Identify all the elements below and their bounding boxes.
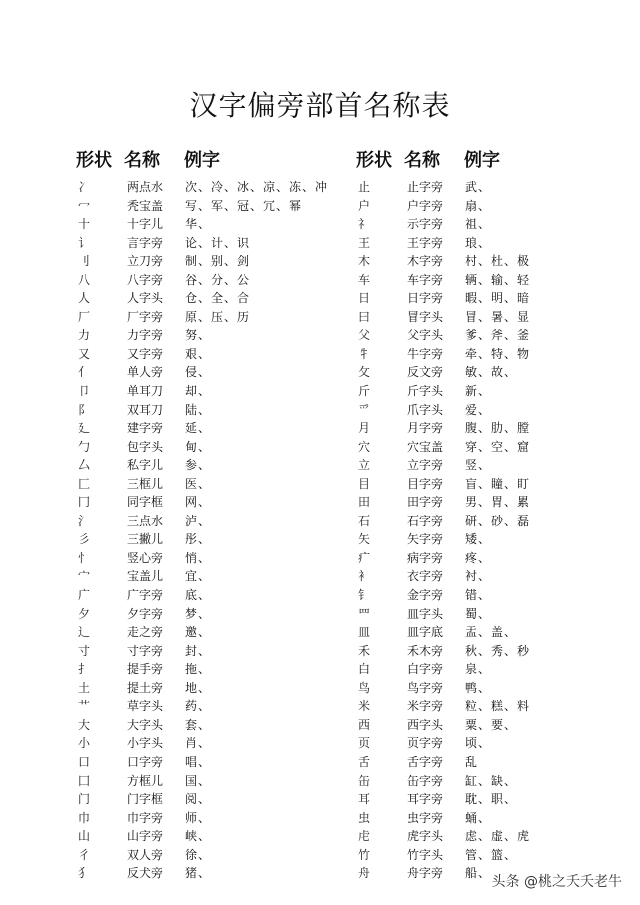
radical-name: 十字儿 (127, 217, 164, 232)
radical-name: 山字旁 (127, 829, 164, 844)
example-chars: 甸、 (185, 439, 212, 454)
radical-shape: 父 (358, 328, 371, 343)
radical-shape: 门 (78, 792, 91, 807)
radical-name: 户字旁 (407, 198, 444, 213)
radical-name: 秃宝盖 (127, 198, 164, 213)
radical-name: 虫字旁 (407, 810, 444, 825)
example-chars: 爱、 (465, 402, 492, 417)
radical-shape: 冫 (78, 180, 91, 194)
radical-shape: 白 (358, 662, 371, 677)
example-chars: 研、砂、磊 (465, 513, 531, 528)
example-chars: 猪、 (185, 866, 212, 881)
radical-shape: 舟 (358, 866, 371, 881)
radical-name: 宝盖儿 (127, 569, 164, 584)
example-chars: 缸、缺、 (465, 773, 518, 788)
radical-name: 父字头 (407, 328, 444, 343)
radical-shape: 辶 (78, 625, 91, 640)
radical-name: 缶字旁 (407, 773, 444, 788)
radical-shape: 厶 (78, 458, 91, 473)
example-chars: 梦、 (185, 606, 212, 621)
example-chars: 新、 (465, 384, 492, 399)
radical-shape: 衤 (358, 569, 371, 584)
radical-name: 牛字旁 (407, 346, 444, 361)
radical-name: 大字头 (127, 717, 164, 732)
radical-name: 寸字旁 (127, 643, 164, 658)
radical-name: 提手旁 (127, 662, 164, 677)
radical-name: 厂字旁 (127, 309, 164, 324)
example-chars: 彤、 (185, 532, 212, 547)
radical-shape: 立 (358, 458, 371, 473)
radical-name: 禾木旁 (407, 643, 444, 658)
example-chars: 地、 (185, 680, 212, 695)
radical-shape: 卩 (78, 384, 91, 399)
radical-name: 西字头 (407, 717, 444, 732)
example-chars: 衬、 (465, 569, 492, 584)
radical-shape: 户 (358, 198, 371, 213)
radical-shape: 田 (358, 495, 371, 510)
radical-shape: 耳 (358, 792, 371, 807)
radical-name: 米字旁 (407, 699, 444, 714)
radical-name: 反犬旁 (127, 866, 164, 881)
radical-shape: 小 (78, 736, 91, 751)
example-chars: 耽、职、 (465, 792, 518, 807)
radical-name: 八字旁 (127, 272, 164, 287)
example-chars: 顷、 (465, 736, 492, 751)
example-chars: 却、 (185, 384, 212, 399)
example-chars: 管、篮、 (465, 847, 518, 862)
radical-shape: 刂 (78, 254, 91, 269)
example-chars: 次、冷、冰、凉、冻、冲 (185, 180, 329, 194)
radical-shape: 缶 (358, 773, 371, 788)
radical-name: 竹字头 (407, 847, 444, 862)
example-chars: 拖、 (185, 662, 212, 677)
radical-name: 白字旁 (407, 662, 444, 677)
radical-shape: 竹 (358, 847, 371, 862)
radical-name: 力字旁 (127, 328, 164, 343)
header-name: 名称 (124, 150, 160, 171)
radical-shape: 囗 (78, 773, 91, 788)
radical-name: 耳字旁 (407, 792, 444, 807)
radical-shape: 冖 (78, 198, 91, 213)
example-chars: 腹、肋、膛 (465, 421, 531, 436)
radical-shape: 忄 (78, 550, 91, 565)
radical-shape: 目 (358, 476, 371, 491)
radical-shape: 木 (358, 254, 371, 269)
radical-shape: 月 (358, 421, 371, 436)
radical-name: 方框儿 (127, 773, 164, 788)
radical-name: 车字旁 (407, 272, 444, 287)
example-chars: 论、计、识 (185, 235, 251, 250)
radical-name: 页字旁 (407, 736, 444, 751)
example-chars: 疼、 (465, 550, 492, 565)
radical-name: 冒字头 (407, 309, 444, 324)
radical-name: 王字旁 (407, 235, 444, 250)
radical-shape: 勹 (78, 439, 91, 454)
example-chars: 华、 (185, 217, 212, 232)
example-chars: 暇、明、暗 (465, 291, 531, 306)
radical-name: 两点水 (127, 180, 164, 194)
example-chars: 竖、 (465, 458, 492, 473)
example-chars: 唱、 (185, 754, 212, 769)
radical-name: 衣字旁 (407, 569, 444, 584)
radical-name: 田字旁 (407, 495, 444, 510)
radical-shape: 口 (78, 754, 91, 769)
radical-name: 舌字旁 (407, 754, 444, 769)
radical-shape: 礻 (358, 217, 371, 232)
radical-shape: 虍 (358, 829, 371, 844)
example-chars: 参、 (185, 458, 212, 473)
radical-shape: 土 (78, 680, 91, 695)
example-chars: 爹、斧、釜 (465, 328, 531, 343)
radical-name: 鸟字旁 (407, 680, 444, 695)
radical-name: 病字旁 (407, 550, 444, 565)
radical-shape: 斤 (358, 384, 371, 399)
radical-shape: 扌 (78, 662, 91, 677)
radical-name: 小字头 (127, 736, 164, 751)
example-chars: 原、压、历 (185, 309, 251, 324)
radical-name: 巾字旁 (127, 810, 164, 825)
radical-name: 提土旁 (127, 680, 164, 695)
radical-shape: 巾 (78, 810, 91, 825)
radical-shape: 十 (78, 217, 91, 232)
page-title: 汉字偏旁部首名称表 (189, 89, 451, 122)
example-chars: 仓、全、合 (185, 291, 251, 306)
radical-name: 目字旁 (407, 476, 444, 491)
example-chars: 牵、特、物 (465, 346, 531, 361)
example-chars: 延、 (185, 421, 212, 436)
example-chars: 粒、糕、料 (465, 699, 531, 714)
radical-shape: 爫 (358, 402, 371, 417)
example-chars: 矮、 (465, 532, 492, 547)
radical-shape: 犭 (78, 866, 91, 881)
radical-name: 单人旁 (127, 365, 164, 380)
radical-shape: 鸟 (358, 680, 371, 695)
example-chars: 峡、 (185, 829, 212, 844)
example-chars: 错、 (465, 588, 492, 603)
radical-name: 反文旁 (407, 365, 444, 380)
radical-name: 三点水 (127, 513, 164, 528)
example-chars: 盲、瞳、盯 (465, 476, 531, 491)
radical-shape: 西 (358, 717, 371, 732)
radical-shape: 米 (358, 699, 371, 714)
radical-name: 矢字旁 (407, 532, 444, 547)
example-chars: 网、 (185, 495, 212, 510)
radical-shape: 王 (358, 235, 371, 250)
example-chars: 写、军、冠、冗、幂 (185, 198, 303, 213)
radical-shape: 亻 (78, 365, 91, 380)
radical-shape: 氵 (78, 513, 91, 528)
example-chars: 国、 (185, 773, 212, 788)
radical-name: 月字旁 (407, 421, 444, 436)
example-chars: 努、 (185, 328, 212, 343)
header-examples: 例字 (184, 150, 220, 171)
radical-name: 口字旁 (127, 754, 164, 769)
radical-shape: 钅 (358, 588, 371, 603)
header-examples: 例字 (464, 150, 500, 171)
example-chars: 医、 (185, 476, 212, 491)
example-chars: 穿、空、窟 (465, 439, 531, 454)
header-shape: 形状 (76, 150, 112, 171)
example-chars: 扇、 (465, 198, 492, 213)
example-chars: 蜀、 (465, 606, 492, 621)
example-chars: 陆、 (185, 402, 212, 417)
example-chars: 封、 (185, 643, 212, 658)
radical-name: 止字旁 (407, 180, 444, 194)
radical-shape: 阝 (78, 402, 91, 417)
radical-name: 走之旁 (127, 625, 164, 640)
radical-shape: 宀 (78, 569, 91, 584)
header-shape: 形状 (356, 150, 392, 171)
radical-name: 三框儿 (127, 476, 164, 491)
example-chars: 祖、 (465, 217, 492, 232)
radical-name: 包字头 (127, 439, 164, 454)
radical-name: 爪字头 (407, 402, 444, 417)
radical-shape: 疒 (358, 550, 371, 565)
radical-name: 夕字旁 (127, 606, 164, 621)
example-chars: 琅、 (465, 235, 492, 250)
radical-name: 立字旁 (407, 458, 444, 473)
radical-name: 舟字旁 (407, 866, 444, 881)
radical-name: 三撇儿 (127, 532, 164, 547)
radical-name: 金字旁 (407, 588, 444, 603)
example-chars: 悄、 (185, 550, 212, 565)
example-chars: 师、 (185, 810, 212, 825)
example-chars: 虑、虚、虎 (465, 829, 531, 844)
example-chars: 敏、故、 (465, 365, 518, 380)
example-chars: 谷、分、公 (185, 272, 251, 287)
radical-shape: 攵 (358, 365, 371, 380)
example-chars: 药、 (185, 699, 212, 714)
example-chars: 阅、 (185, 792, 212, 807)
radical-shape: 广 (78, 588, 91, 603)
radical-name: 立刀旁 (127, 254, 164, 269)
example-chars: 泉、 (465, 662, 492, 677)
radical-name: 门字框 (127, 792, 164, 807)
example-chars: 船、 (465, 866, 492, 881)
example-chars: 泸、 (185, 513, 212, 528)
radical-shape: 页 (358, 736, 371, 751)
radical-name: 又字旁 (127, 346, 164, 361)
radical-shape: 冂 (78, 495, 91, 510)
radical-name: 日字旁 (407, 291, 444, 306)
header-name: 名称 (404, 150, 440, 171)
radical-shape: 大 (78, 717, 91, 732)
example-chars: 男、胃、累 (465, 495, 531, 510)
radical-shape: 寸 (78, 643, 91, 658)
example-chars: 制、别、剑 (185, 254, 251, 269)
radical-name: 皿字头 (407, 606, 444, 621)
radical-shape: 廴 (78, 421, 91, 436)
example-chars: 盂、盖、 (465, 625, 518, 640)
example-chars: 冒、暑、显 (465, 309, 531, 324)
radical-shape: 罒 (358, 606, 371, 621)
radical-shape: 讠 (78, 235, 91, 250)
radical-name: 竖心旁 (127, 550, 164, 565)
radical-name: 同字框 (127, 495, 164, 510)
example-chars: 粟、要、 (465, 717, 518, 732)
watermark: 头条 @桃之夭夭老牛 (491, 874, 622, 890)
radical-shape: 矢 (358, 532, 371, 547)
radical-shape: 夕 (78, 606, 91, 621)
example-chars: 辆、输、轻 (465, 272, 531, 287)
radical-shape: 又 (78, 346, 91, 361)
radical-shape: 日 (358, 291, 371, 306)
example-chars: 艰、 (185, 346, 212, 361)
radical-name: 单耳刀 (127, 384, 164, 399)
radical-shape: 艹 (78, 699, 91, 714)
radical-shape: 彳 (78, 847, 91, 862)
radical-shape: 穴 (358, 439, 371, 454)
radical-shape: 车 (358, 272, 371, 287)
radical-name: 人字头 (127, 291, 164, 306)
radical-name: 木字旁 (407, 254, 444, 269)
example-chars: 套、 (185, 717, 212, 732)
example-chars: 武、 (465, 180, 492, 194)
example-chars: 鸭、 (465, 680, 492, 695)
radical-shape: 牜 (358, 346, 371, 361)
example-chars: 蛹、 (465, 810, 492, 825)
example-chars: 肖、 (185, 736, 212, 751)
radical-name: 双人旁 (127, 847, 164, 862)
radical-shape: 人 (78, 291, 91, 306)
example-chars: 秋、秀、秒 (465, 643, 531, 658)
radical-name: 石字旁 (407, 513, 444, 528)
radical-name: 穴宝盖 (407, 439, 444, 454)
example-chars: 宜、 (185, 569, 212, 584)
radical-name: 皿字底 (407, 625, 444, 640)
radical-shape: 虫 (358, 810, 371, 825)
radical-name: 私字儿 (127, 458, 164, 473)
radical-shape: 力 (78, 328, 91, 343)
radical-name: 草字头 (127, 699, 164, 714)
radical-shape: 厂 (78, 309, 91, 324)
radical-shape: 曰 (358, 309, 371, 324)
radical-shape: 皿 (358, 625, 371, 640)
radical-shape: 禾 (358, 643, 371, 658)
radical-shape: 山 (78, 829, 91, 844)
radical-name: 示字旁 (407, 217, 444, 232)
radical-name: 言字旁 (127, 235, 164, 250)
radical-name: 建字旁 (127, 421, 164, 436)
radical-shape: 匚 (78, 476, 91, 491)
radical-shape: 彡 (78, 532, 91, 547)
example-chars: 乱 (465, 754, 479, 769)
radical-shape: 石 (358, 513, 371, 528)
radical-shape: 舌 (358, 754, 371, 769)
radical-shape: 八 (78, 272, 91, 287)
example-chars: 底、 (185, 588, 212, 603)
radical-name: 广字旁 (127, 588, 164, 603)
radical-name: 双耳刀 (127, 402, 164, 417)
example-chars: 村、杜、极 (465, 254, 531, 269)
example-chars: 侵、 (185, 365, 212, 380)
radical-name: 虎字头 (407, 829, 444, 844)
example-chars: 邀、 (185, 625, 212, 640)
radical-shape: 止 (358, 180, 371, 194)
radical-name: 斤字头 (407, 384, 444, 399)
example-chars: 徐、 (185, 847, 212, 862)
